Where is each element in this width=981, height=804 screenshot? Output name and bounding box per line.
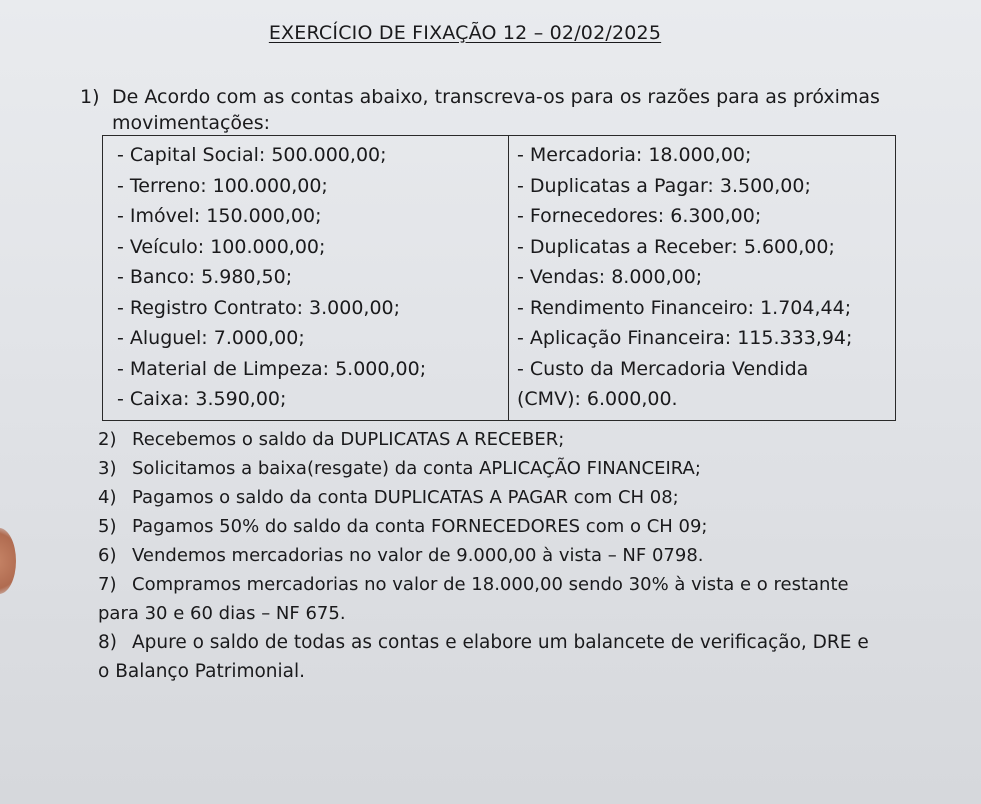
account-item: - Mercadoria: 18.000,00; — [517, 144, 752, 166]
account-item: - Duplicatas a Receber: 5.600,00; — [517, 235, 835, 258]
step-text: Pagamos o saldo da conta DUPLICATAS A PAGAR com CH 08; — [132, 487, 679, 508]
account-item: - Custo da Mercadoria Vendida — [517, 357, 809, 380]
step-7 — [98, 570, 869, 599]
step-8 — [98, 628, 869, 657]
account-item: - Capital Social: 500.000,00; — [117, 144, 387, 166]
steps-list — [98, 425, 869, 686]
step-4 — [98, 483, 869, 512]
step-2 — [98, 425, 869, 454]
account-item: - Registro Contrato: 3.000,00; — [117, 296, 401, 319]
step-number: 8) — [98, 632, 117, 653]
account-item: - Veículo: 100.000,00; — [117, 235, 326, 258]
account-item: - Vendas: 8.000,00; — [517, 266, 703, 288]
question-1-continuation: movimentações: — [112, 112, 271, 134]
step-number: 5) — [98, 516, 117, 537]
account-item: - Caixa: 3.590,00; — [117, 388, 287, 410]
accounts-right-column — [509, 136, 895, 420]
step-number: 3) — [98, 458, 117, 479]
step-text: Compramos mercadorias no valor de 18.000,00 sendo 30% à vista e o restante — [132, 574, 849, 595]
step-8-continuation: o Balanço Patrimonial. — [98, 661, 306, 682]
question-1-line1 — [80, 84, 880, 110]
accounts-table — [102, 135, 896, 421]
account-item: - Material de Limpeza: 5.000,00; — [117, 357, 427, 380]
question-1-number: 1) — [80, 86, 100, 108]
question-1 — [80, 84, 880, 136]
account-item: (CMV): 6.000,00. — [517, 388, 678, 410]
account-item: - Aplicação Financeira: 115.333,94; — [517, 327, 853, 349]
step-7-continuation: para 30 e 60 dias – NF 675. — [98, 603, 346, 624]
step-3 — [98, 454, 869, 483]
account-item: - Rendimento Financeiro: 1.704,44; — [517, 296, 852, 319]
account-item: - Fornecedores: 6.300,00; — [517, 205, 762, 227]
step-number: 7) — [98, 574, 117, 595]
step-text: Vendemos mercadorias no valor de 9.000,00 à vista – NF 0798. — [132, 545, 704, 566]
step-number: 6) — [98, 545, 117, 566]
step-text: Solicitamos a baixa(resgate) da conta APLICAÇÃO FINANCEIRA; — [132, 458, 701, 479]
step-text: Recebemos o saldo da DUPLICATAS A RECEBER; — [132, 429, 565, 450]
account-item: - Banco: 5.980,50; — [117, 266, 293, 288]
step-text: Pagamos 50% do saldo da conta FORNECEDORES com o CH 09; — [132, 516, 708, 537]
account-item: - Duplicatas a Pagar: 3.500,00; — [517, 174, 811, 197]
page-title: EXERCÍCIO DE FIXAÇÃO 12 – 02/02/2025 — [268, 22, 662, 44]
finger-shadow — [0, 528, 16, 594]
step-5 — [98, 512, 869, 541]
step-6 — [98, 541, 869, 570]
step-number: 2) — [98, 429, 117, 450]
step-text: Apure o saldo de todas as contas e elabore um balancete de verificação, DRE e — [132, 632, 869, 653]
account-item: - Aluguel: 7.000,00; — [117, 327, 305, 349]
question-1-text: De Acordo com as contas abaixo, transcreva-os para os razões para as próximas — [112, 86, 880, 108]
accounts-left-column — [103, 136, 509, 420]
step-number: 4) — [98, 487, 117, 508]
account-item: - Terreno: 100.000,00; — [117, 174, 328, 197]
account-item: - Imóvel: 150.000,00; — [117, 205, 322, 227]
